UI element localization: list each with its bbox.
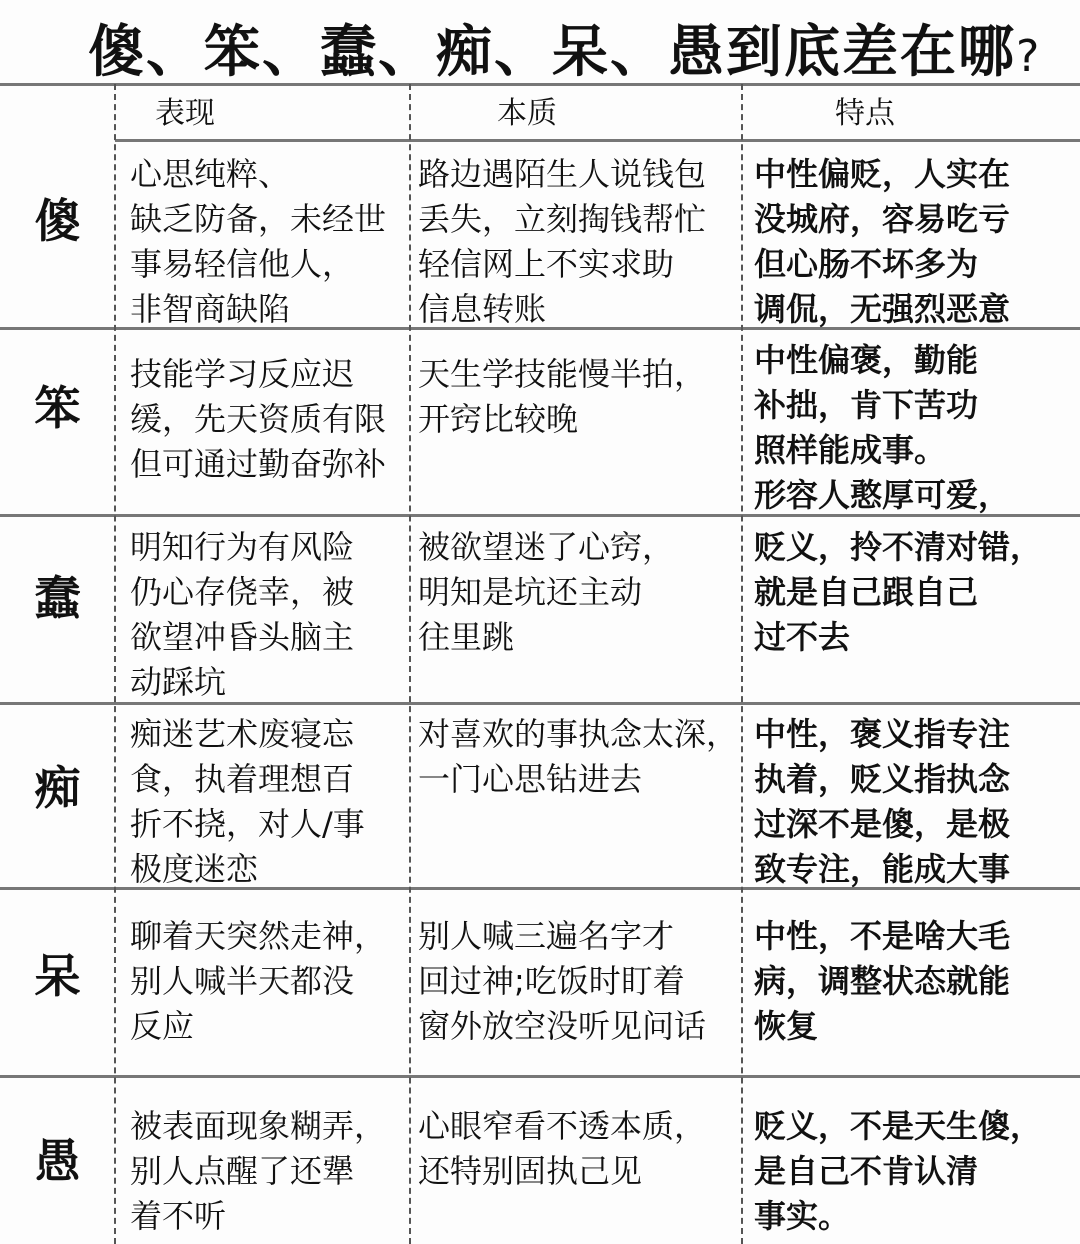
cell-essence: 别人喊三遍名字才 回过神;吃饭时盯着 窗外放空没听见问话 (418, 917, 707, 1045)
cell-traits: 贬义，拎不清对错， 就是自己跟自己 过不去 (754, 528, 1043, 656)
column-divider (741, 84, 743, 1244)
cell-behavior: 技能学习反应迟 缓，先天资质有限 但可通过勤奋弥补 (130, 355, 387, 483)
cell-essence: 心眼窄看不透本质， 还特别固执己见 (418, 1107, 707, 1190)
cell-traits: 中性偏贬，人实在 没城府，容易吃亏 但心肠不坏多为 调侃，无强烈恶意 (754, 155, 1011, 328)
row-divider (0, 1075, 1080, 1078)
cell-traits: 中性，褒义指专注 执着，贬义指执念 过深不是傻，是极 致专注，能成大事 (754, 715, 1011, 888)
cell-essence: 对喜欢的事执念太深， 一门心思钻进去 (418, 715, 739, 798)
row-term: 痴 (34, 761, 81, 815)
cell-behavior: 心思纯粹、 缺乏防备，未经世 事易轻信他人， 非智商缺陷 (130, 155, 387, 328)
row-term: 蠢 (34, 571, 81, 625)
cell-behavior: 明知行为有风险 仍心存侥幸，被 欲望冲昏头脑主 动踩坑 (130, 528, 355, 701)
row-term: 笨 (34, 381, 81, 435)
title-text: 傻、笨、蠢、痴、呆、愚到底差在哪 (88, 20, 1016, 85)
cell-traits: 中性偏褒，勤能 补拙，肯下苦功 照样能成事。 形容人憨厚可爱， (754, 341, 1011, 514)
header-divider (115, 139, 1080, 142)
header-essence: 本质 (497, 96, 557, 131)
column-divider (114, 84, 116, 1244)
title-question-mark: ? (1016, 31, 1042, 82)
cell-behavior: 被表面现象糊弄， 别人点醒了还犟 着不听 (130, 1107, 387, 1235)
cell-essence: 被欲望迷了心窍， 明知是坑还主动 往里跳 (418, 528, 675, 656)
cell-behavior: 聊着天突然走神， 别人喊半天都没 反应 (130, 917, 387, 1045)
cell-traits: 中性，不是啥大毛 病，调整状态就能 恢复 (754, 917, 1011, 1045)
page-title (88, 8, 1041, 88)
cell-essence: 天生学技能慢半拍， 开窍比较晚 (418, 355, 707, 438)
table-top-border (0, 83, 1080, 86)
cell-essence: 路边遇陌生人说钱包 丢失，立刻掏钱帮忙 轻信网上不实求助 信息转账 (418, 155, 707, 328)
header-traits: 特点 (835, 96, 895, 131)
header-behavior: 表现 (155, 96, 215, 131)
cell-traits: 贬义，不是天生傻， 是自己不肯认清 事实。 (754, 1107, 1043, 1235)
row-term: 傻 (34, 194, 81, 248)
row-term: 呆 (34, 949, 81, 1003)
row-term: 愚 (34, 1134, 81, 1188)
cell-behavior: 痴迷艺术废寝忘 食，执着理想百 折不挠，对人/事 极度迷恋 (130, 715, 365, 888)
